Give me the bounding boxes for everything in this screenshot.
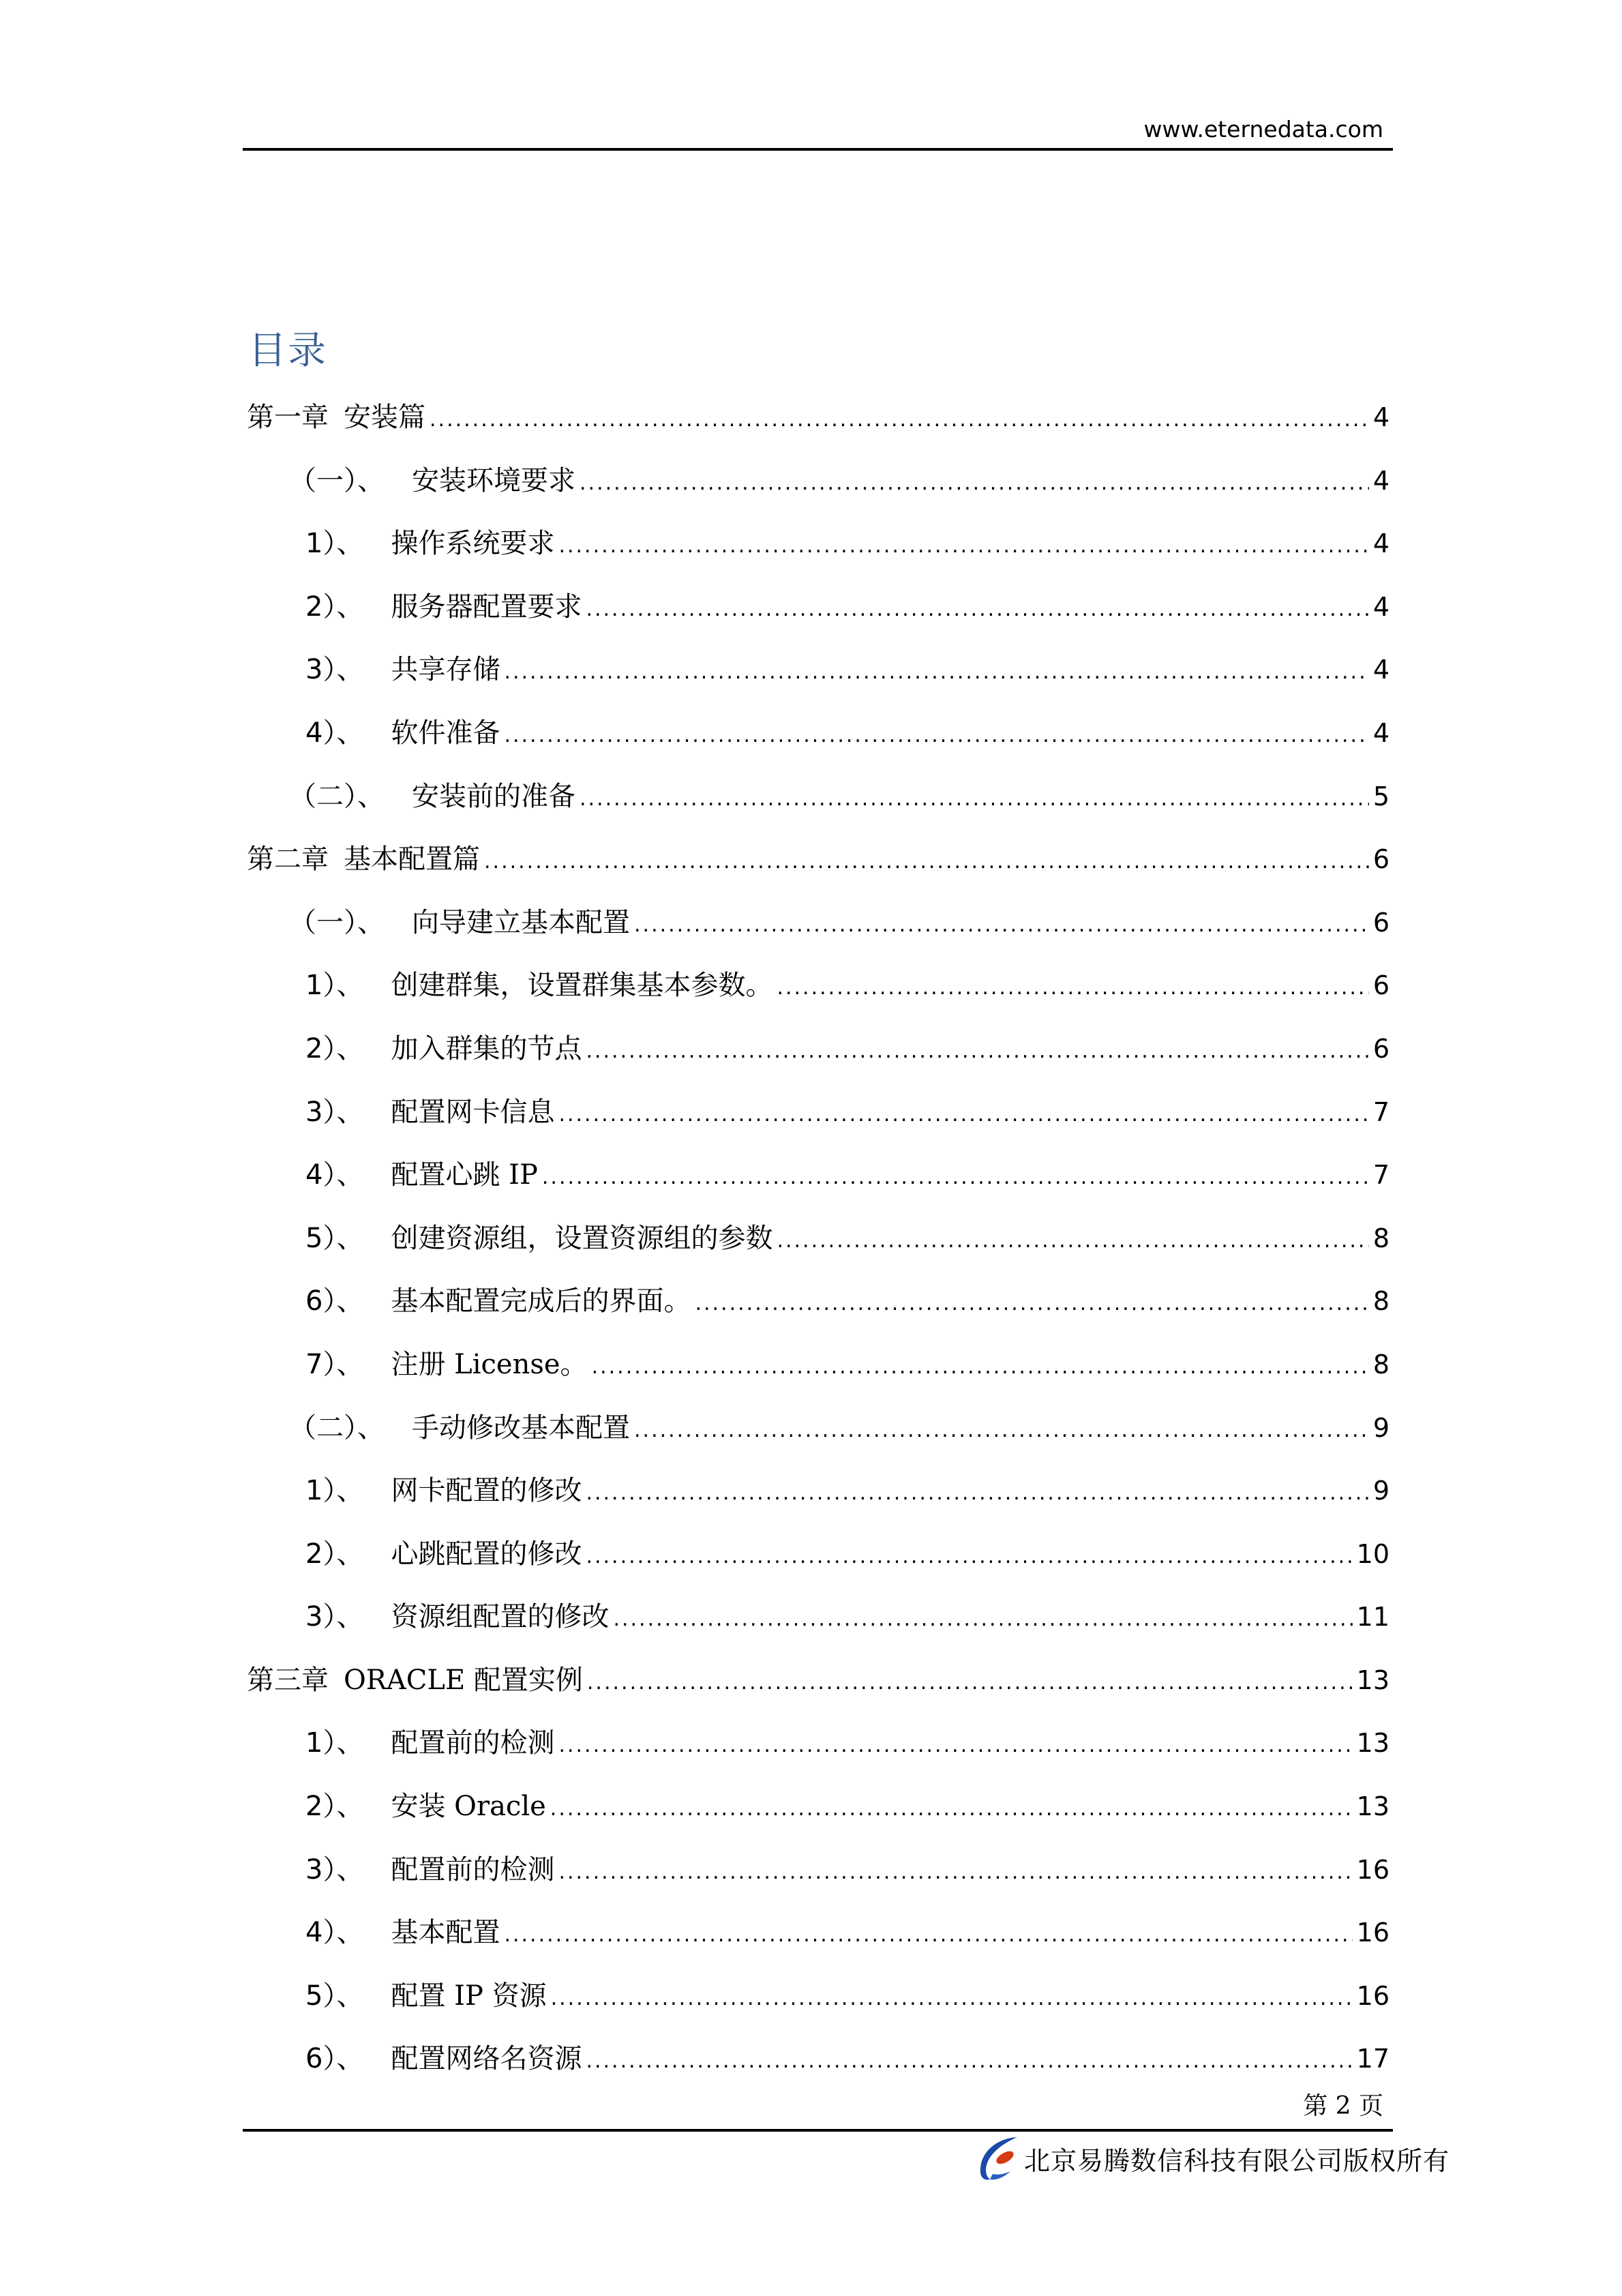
toc-entry-prefix: （二）、 — [289, 1412, 385, 1444]
dot-leader — [587, 1671, 1353, 1695]
dot-leader — [504, 724, 1368, 747]
toc-entry-page: 4 — [1372, 717, 1390, 748]
toc-entry-title: 加入群集的节点 — [391, 1032, 582, 1064]
dot-leader — [558, 1860, 1352, 1884]
toc-entry[interactable] — [247, 459, 1390, 522]
toc-entry-title: 基本配置 — [391, 1917, 500, 1949]
toc-entry[interactable] — [247, 1532, 1390, 1596]
toc-entry[interactable] — [247, 648, 1390, 711]
toc-entry-page: 4 — [1372, 591, 1390, 622]
toc-entry-page: 16 — [1356, 1854, 1390, 1885]
toc-entry-prefix: （一）、 — [289, 906, 385, 938]
dot-leader — [613, 1607, 1352, 1631]
toc-entry-prefix: 2）、 — [305, 591, 364, 623]
dot-leader — [777, 976, 1368, 1000]
toc-entry-prefix: 7）、 — [305, 1348, 364, 1380]
toc-entry-title: 心跳配置的修改 — [391, 1538, 582, 1570]
dot-leader — [484, 850, 1369, 874]
toc-entry-prefix: 3）、 — [305, 1096, 364, 1128]
toc-entry[interactable] — [247, 1153, 1390, 1217]
toc-entry-title: 基本配置篇 — [344, 844, 480, 876]
toc-entry-title: 软件准备 — [391, 717, 500, 749]
toc-entry-prefix: （二）、 — [289, 780, 385, 812]
dot-leader — [586, 597, 1368, 621]
dot-leader — [551, 1986, 1353, 2010]
toc-entry-page: 10 — [1356, 1538, 1390, 1569]
toc-entry-prefix: 1）、 — [305, 528, 364, 560]
toc-entry-page: 8 — [1372, 1349, 1390, 1380]
toc-entry[interactable] — [247, 1721, 1390, 1785]
dot-leader — [542, 1165, 1369, 1189]
toc-entry-title: 安装 Oracle — [391, 1791, 546, 1823]
toc-entry-title: 配置网络名资源 — [391, 2043, 582, 2075]
toc-entry-title: 创建群集，设置群集基本参数。 — [391, 970, 773, 1002]
dot-leader — [558, 1733, 1352, 1757]
toc-entry[interactable] — [247, 711, 1390, 775]
toc-entry[interactable] — [247, 1090, 1390, 1154]
toc-entry-title: 服务器配置要求 — [391, 591, 582, 623]
toc-entry-page: 6 — [1372, 844, 1390, 875]
toc-entry[interactable] — [247, 775, 1390, 838]
toc-entry-prefix: （一）、 — [289, 464, 385, 496]
toc-entry[interactable] — [247, 1343, 1390, 1406]
dot-leader — [580, 787, 1369, 811]
toc-entry[interactable] — [247, 585, 1390, 648]
toc-entry[interactable] — [247, 1217, 1390, 1280]
toc-entry-prefix: 4）、 — [305, 1917, 364, 1949]
toc-entry-title: 注册 License。 — [391, 1348, 588, 1380]
header-divider — [243, 148, 1393, 151]
toc-entry-page: 7 — [1372, 1097, 1390, 1127]
toc-entry-title: 创建资源组，设置资源组的参数 — [391, 1222, 773, 1254]
toc-entry-page: 7 — [1372, 1160, 1390, 1191]
dot-leader — [592, 1355, 1369, 1379]
toc-entry[interactable] — [247, 1785, 1390, 1848]
toc-entry-page: 4 — [1372, 465, 1390, 496]
toc-entry-prefix: 6）、 — [305, 1285, 364, 1317]
toc-entry-title: 网卡配置的修改 — [391, 1475, 582, 1507]
footer-company — [975, 2134, 1450, 2182]
toc-entry-title: 共享存储 — [391, 654, 500, 686]
toc-entry-prefix: 6）、 — [305, 2043, 364, 2075]
toc-entry-page: 4 — [1372, 655, 1390, 685]
toc-entry-title: 安装环境要求 — [412, 464, 575, 496]
toc-entry-title: 资源组配置的修改 — [391, 1601, 610, 1633]
toc-entry-title: 操作系统要求 — [391, 528, 555, 560]
toc-entry-prefix: 4）、 — [305, 717, 364, 749]
toc-title: 目录 — [248, 329, 327, 373]
toc-entry-prefix: 3）、 — [305, 1853, 364, 1885]
toc-entry-page: 13 — [1356, 1665, 1390, 1695]
company-copyright: 北京易腾数信科技有限公司版权所有 — [1024, 2145, 1450, 2176]
toc-entry-prefix: 2）、 — [305, 1032, 364, 1064]
toc-entry-page: 9 — [1372, 1476, 1390, 1506]
toc-entry-page: 4 — [1372, 402, 1390, 432]
toc-entry-prefix: 1）、 — [305, 1727, 364, 1759]
toc-entry[interactable] — [247, 964, 1390, 1027]
toc-entry-title: 配置网卡信息 — [391, 1096, 555, 1128]
toc-entry-title: 配置 IP 资源 — [391, 1980, 547, 2012]
dot-leader — [580, 471, 1369, 495]
toc-entry[interactable] — [247, 901, 1390, 964]
toc-entry-page: 8 — [1372, 1286, 1390, 1317]
dot-leader — [504, 660, 1368, 684]
toc-entry-page: 4 — [1372, 528, 1390, 559]
toc-entry[interactable] — [247, 1911, 1390, 1974]
dot-leader — [586, 1481, 1368, 1505]
dot-leader — [550, 1797, 1353, 1821]
toc-entry[interactable] — [247, 1658, 1390, 1722]
toc-entry-title: 安装前的准备 — [412, 780, 575, 812]
toc-entry-prefix: 1）、 — [305, 1475, 364, 1507]
toc-entry-page: 13 — [1356, 1791, 1390, 1822]
dot-leader — [586, 1039, 1368, 1063]
toc-entry-prefix: 5）、 — [305, 1980, 364, 2012]
toc-entry-prefix: 1）、 — [305, 970, 364, 1002]
toc-entry[interactable] — [247, 522, 1390, 585]
toc-entry-prefix: 2）、 — [305, 1538, 364, 1570]
toc-entry-title: ORACLE 配置实例 — [344, 1664, 583, 1696]
footer-divider — [243, 2129, 1393, 2132]
toc-entry[interactable] — [247, 396, 1390, 459]
toc-entry-page: 16 — [1356, 1918, 1390, 1948]
toc-entry-prefix: 2）、 — [305, 1791, 364, 1823]
dot-leader — [634, 1418, 1369, 1442]
toc-entry[interactable] — [247, 837, 1390, 901]
toc-entry-page: 11 — [1356, 1602, 1390, 1632]
toc-entry-page: 16 — [1356, 1980, 1390, 2011]
toc-entry-title: 基本配置完成后的界面。 — [391, 1285, 691, 1317]
toc-entry-prefix: 第一章 — [247, 402, 329, 433]
toc-entry-title: 配置心跳 IP — [391, 1159, 538, 1191]
toc-entry[interactable] — [247, 1279, 1390, 1343]
dot-leader — [558, 534, 1368, 558]
dot-leader — [586, 1545, 1352, 1568]
toc-entry[interactable] — [247, 1595, 1390, 1658]
toc-entry[interactable] — [247, 1406, 1390, 1470]
toc-entry[interactable] — [247, 1848, 1390, 1911]
toc-entry-prefix: 3）、 — [305, 1601, 364, 1633]
eternedata-logo-icon — [975, 2134, 1023, 2182]
toc-entry-page: 6 — [1372, 907, 1390, 938]
dot-leader — [634, 913, 1369, 937]
toc-entry-page: 17 — [1356, 2044, 1390, 2074]
toc-entry[interactable] — [247, 2037, 1390, 2100]
toc-entry-page: 5 — [1372, 781, 1390, 811]
toc-entry[interactable] — [247, 1469, 1390, 1532]
toc-entry-prefix: 第三章 — [247, 1664, 329, 1696]
toc-entry-page: 6 — [1372, 1033, 1390, 1064]
dot-leader — [777, 1229, 1368, 1253]
dot-leader — [586, 2049, 1352, 2073]
toc-entry-page: 6 — [1372, 970, 1390, 1001]
toc-entry-page: 8 — [1372, 1223, 1390, 1253]
toc-entry-title: 向导建立基本配置 — [412, 906, 630, 938]
toc-entry-page: 9 — [1372, 1412, 1390, 1443]
toc-entry-prefix: 第二章 — [247, 844, 329, 876]
toc-entry[interactable] — [247, 1027, 1390, 1090]
dot-leader — [695, 1292, 1368, 1315]
header-url: www.eternedata.com — [1143, 116, 1383, 143]
dot-leader — [430, 408, 1369, 432]
page-number: 第 2 页 — [1303, 2092, 1383, 2120]
toc-entry-prefix: 5）、 — [305, 1222, 364, 1254]
toc-entry-title: 安装篇 — [344, 402, 425, 433]
toc-entry-prefix: 3）、 — [305, 654, 364, 686]
toc-entry-title: 配置前的检测 — [391, 1853, 555, 1885]
dot-leader — [504, 1923, 1352, 1947]
toc-entry-page: 13 — [1356, 1728, 1390, 1759]
toc-entry-prefix: 4）、 — [305, 1159, 364, 1191]
toc-entry-title: 配置前的检测 — [391, 1727, 555, 1759]
toc-entry-title: 手动修改基本配置 — [412, 1412, 630, 1444]
dot-leader — [558, 1103, 1368, 1127]
table-of-contents — [247, 396, 1390, 2100]
toc-entry[interactable] — [247, 1974, 1390, 2038]
